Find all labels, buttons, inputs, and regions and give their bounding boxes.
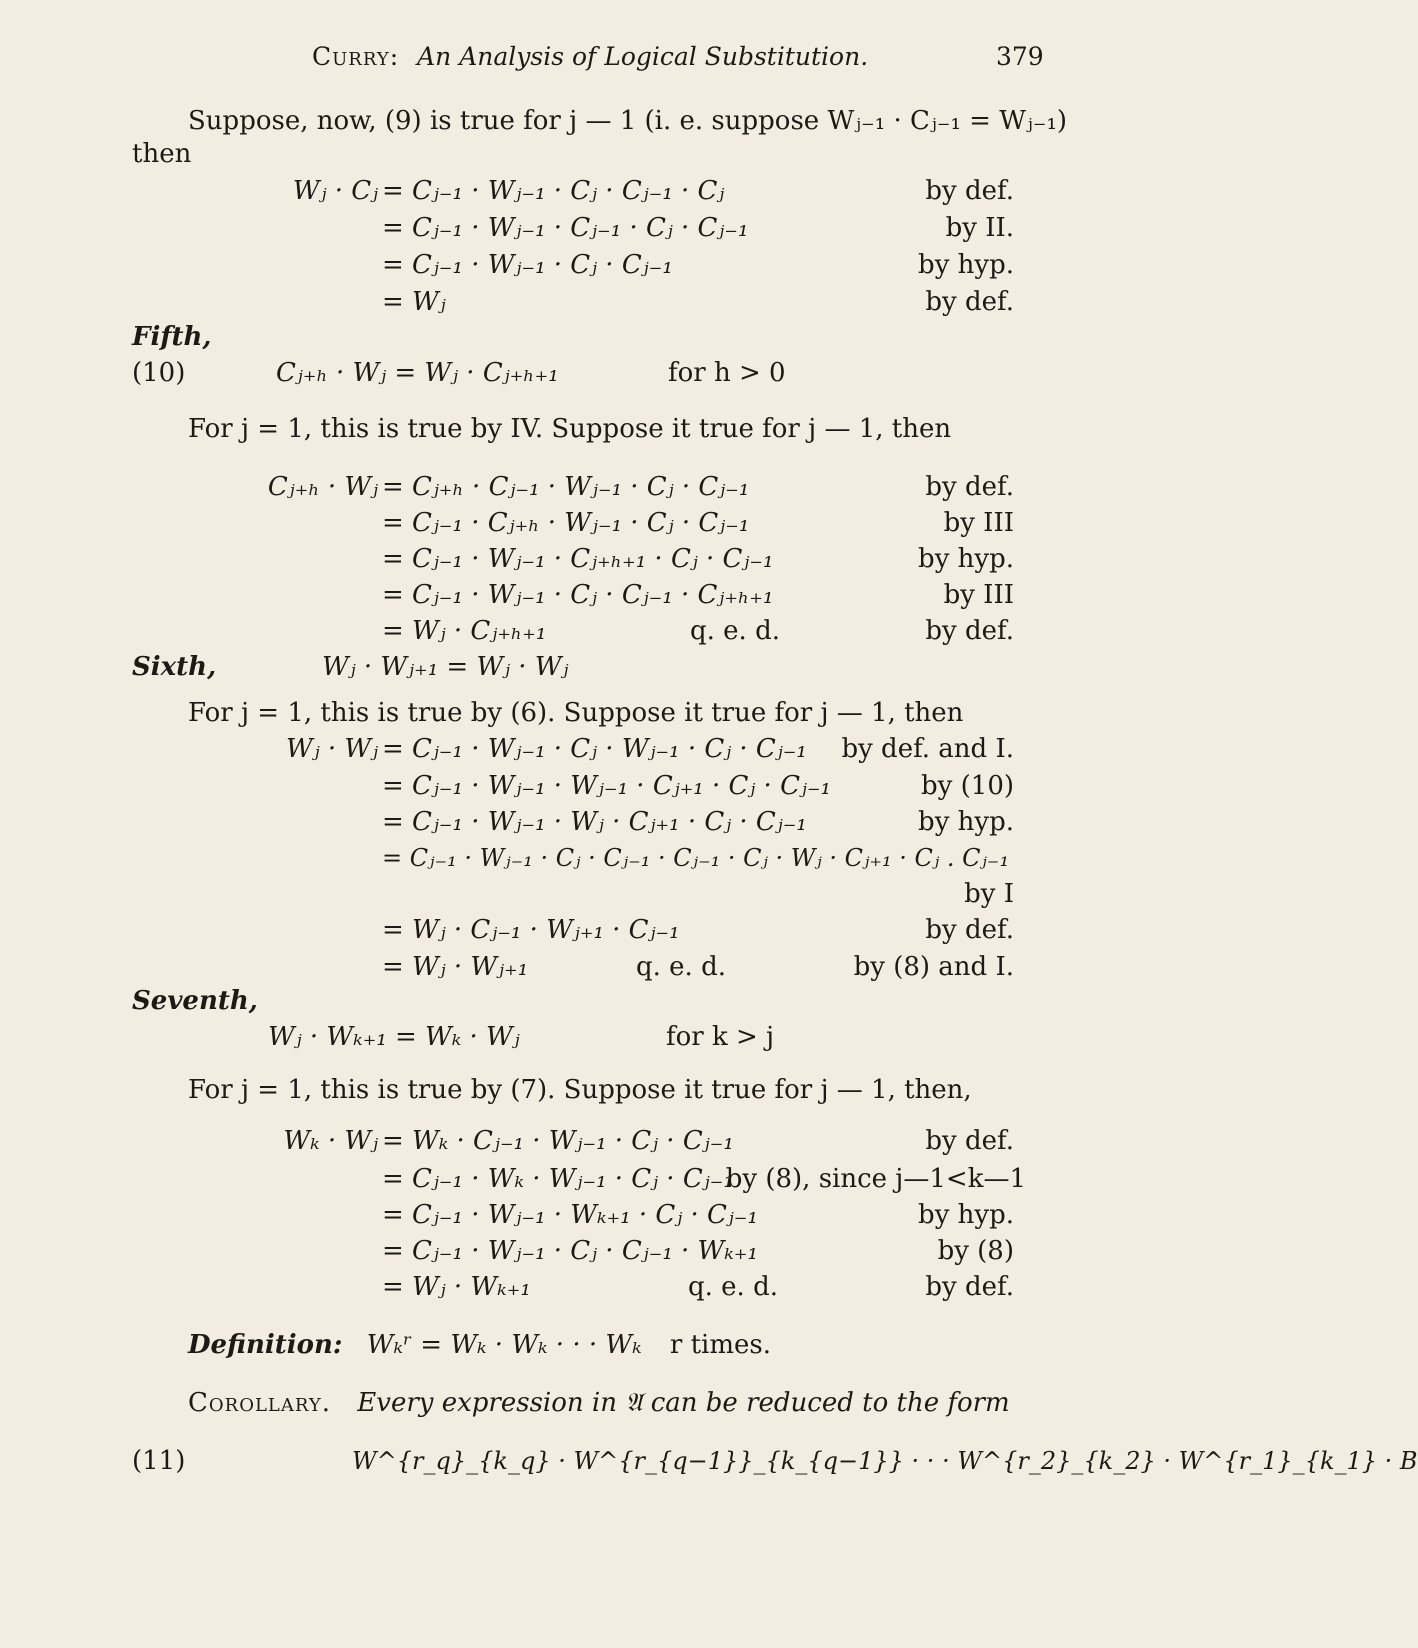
intro-line-2: then bbox=[132, 139, 192, 169]
seventh-condition: for k > j bbox=[666, 1022, 775, 1052]
block2-just-4: by def. bbox=[925, 616, 1014, 646]
block2-rhs-2: = Cⱼ₋₁ · Wⱼ₋₁ · Cⱼ₊ₕ₊₁ · Cⱼ · Cⱼ₋₁ bbox=[382, 544, 774, 574]
block3-just-5: by def. bbox=[925, 915, 1014, 945]
block1-rhs-2: = Cⱼ₋₁ · Wⱼ₋₁ · Cⱼ · Cⱼ₋₁ bbox=[382, 250, 673, 280]
block1-rhs-1: = Cⱼ₋₁ · Wⱼ₋₁ · Cⱼ₋₁ · Cⱼ · Cⱼ₋₁ bbox=[382, 213, 749, 243]
block2-rhs-1: = Cⱼ₋₁ · Cⱼ₊ₕ · Wⱼ₋₁ · Cⱼ · Cⱼ₋₁ bbox=[382, 508, 750, 538]
corollary-line bbox=[188, 1388, 1010, 1418]
block3-rhs-0: = Cⱼ₋₁ · Wⱼ₋₁ · Cⱼ · Wⱼ₋₁ · Cⱼ · Cⱼ₋₁ bbox=[382, 734, 807, 764]
seventh-paragraph: For j = 1, this is true by (7). Suppose it true for j — 1, then, bbox=[188, 1075, 972, 1105]
block2-qed: q. e. d. bbox=[690, 616, 780, 646]
block4-just-3: by (8) bbox=[937, 1236, 1014, 1266]
block3-rhs-5: = Wⱼ · Cⱼ₋₁ · Wⱼ₊₁ · Cⱼ₋₁ bbox=[382, 915, 680, 945]
block2-just-2: by hyp. bbox=[918, 544, 1014, 574]
eq-10-number: (10) bbox=[132, 358, 186, 388]
block2-rhs-0: = Cⱼ₊ₕ · Cⱼ₋₁ · Wⱼ₋₁ · Cⱼ · Cⱼ₋₁ bbox=[382, 472, 750, 502]
block2-just-3: by III bbox=[943, 580, 1014, 610]
block3-qed: q. e. d. bbox=[636, 952, 726, 982]
sixth-heading: Sixth, bbox=[132, 652, 217, 682]
block1-just-2: by hyp. bbox=[918, 250, 1014, 280]
block4-just-2: by hyp. bbox=[918, 1200, 1014, 1230]
block1-lhs: Wⱼ · Cⱼ bbox=[292, 176, 378, 206]
block4-lhs: Wₖ · Wⱼ bbox=[283, 1126, 378, 1156]
corollary-text: Every expression in 𝔄 can be reduced to the form bbox=[357, 1388, 1010, 1418]
block4-just-4: by def. bbox=[925, 1272, 1014, 1302]
page-number: 379 bbox=[996, 42, 1044, 71]
block3-just-1: by (10) bbox=[921, 771, 1014, 801]
block1-rhs-0: = Cⱼ₋₁ · Wⱼ₋₁ · Cⱼ · Cⱼ₋₁ · Cⱼ bbox=[382, 176, 725, 206]
fifth-paragraph: For j = 1, this is true by IV. Suppose it true for j — 1, then bbox=[188, 414, 952, 444]
block4-just-1: by (8), since j—1<k—1 bbox=[725, 1164, 1026, 1194]
block4-rhs-4: = Wⱼ · Wₖ₊₁ bbox=[382, 1272, 531, 1302]
block3-rhs-1: = Cⱼ₋₁ · Wⱼ₋₁ · Wⱼ₋₁ · Cⱼ₊₁ · Cⱼ · Cⱼ₋₁ bbox=[382, 771, 831, 801]
block4-rhs-0: = Wₖ · Cⱼ₋₁ · Wⱼ₋₁ · Cⱼ · Cⱼ₋₁ bbox=[382, 1126, 734, 1156]
block1-just-0: by def. bbox=[925, 176, 1014, 206]
sixth-paragraph: For j = 1, this is true by (6). Suppose it true for j — 1, then bbox=[188, 698, 964, 728]
block4-rhs-2: = Cⱼ₋₁ · Wⱼ₋₁ · Wₖ₊₁ · Cⱼ · Cⱼ₋₁ bbox=[382, 1200, 758, 1230]
definition-formula: Wₖʳ = Wₖ · Wₖ · · · Wₖ bbox=[366, 1330, 642, 1360]
block3-just-0: by def. and I. bbox=[841, 734, 1014, 764]
sixth-formula: Wⱼ · Wⱼ₊₁ = Wⱼ · Wⱼ bbox=[322, 652, 569, 682]
block1-just-1: by II. bbox=[945, 213, 1014, 243]
block3-rhs-3: = Cⱼ₋₁ · Wⱼ₋₁ · Cⱼ · Cⱼ₋₁ · Cⱼ₋₁ · Cⱼ · Wⱼ · Cⱼ₊₁ · Cⱼ . Cⱼ₋₁ bbox=[382, 844, 1010, 872]
block4-rhs-3: = Cⱼ₋₁ · Wⱼ₋₁ · Cⱼ · Cⱼ₋₁ · Wₖ₊₁ bbox=[382, 1236, 758, 1266]
block4-just-0: by def. bbox=[925, 1126, 1014, 1156]
block3-just-6: by (8) and I. bbox=[853, 952, 1014, 982]
running-head bbox=[312, 42, 868, 72]
block4-qed: q. e. d. bbox=[688, 1272, 778, 1302]
block3-lhs: Wⱼ · Wⱼ bbox=[286, 734, 378, 764]
seventh-heading: Seventh, bbox=[132, 986, 258, 1016]
seventh-formula: Wⱼ · Wₖ₊₁ = Wₖ · Wⱼ bbox=[268, 1022, 520, 1052]
block2-rhs-3: = Cⱼ₋₁ · Wⱼ₋₁ · Cⱼ · Cⱼ₋₁ · Cⱼ₊ₕ₊₁ bbox=[382, 580, 774, 610]
eq-11-formula: W^{r_q}_{k_q} · W^{r_{q−1}}_{k_{q−1}} · · · W^{r_2}_{k_2} · W^{r_1}_{k_1} · B bbox=[352, 1447, 1418, 1475]
block3-just-4: by I bbox=[964, 879, 1014, 909]
running-head-author: Curry: bbox=[312, 42, 400, 71]
block3-just-2: by hyp. bbox=[918, 807, 1014, 837]
block2-lhs: Cⱼ₊ₕ · Wⱼ bbox=[267, 472, 378, 502]
definition-tail: r times. bbox=[669, 1330, 771, 1360]
block1-just-3: by def. bbox=[925, 287, 1014, 317]
block2-just-0: by def. bbox=[925, 472, 1014, 502]
block2-rhs-4: = Wⱼ · Cⱼ₊ₕ₊₁ bbox=[382, 616, 547, 646]
running-head-title: An Analysis of Logical Substitution. bbox=[417, 42, 869, 71]
definition-label: Definition: bbox=[188, 1330, 343, 1360]
block4-rhs-1: = Cⱼ₋₁ · Wₖ · Wⱼ₋₁ · Cⱼ · Cⱼ₋₁ bbox=[382, 1164, 734, 1194]
block1-rhs-3: = Wⱼ bbox=[382, 287, 446, 317]
fifth-heading: Fifth, bbox=[132, 322, 212, 352]
definition-line bbox=[188, 1330, 771, 1360]
corollary-label: Corollary. bbox=[188, 1388, 332, 1418]
eq-11-number: (11) bbox=[132, 1446, 186, 1476]
eq-10-formula: Cⱼ₊ₕ · Wⱼ = Wⱼ · Cⱼ₊ₕ₊₁ bbox=[276, 358, 559, 388]
block3-rhs-6: = Wⱼ · Wⱼ₊₁ bbox=[382, 952, 529, 982]
eq-10-condition: for h > 0 bbox=[668, 358, 786, 388]
intro-line-1: Suppose, now, (9) is true for j — 1 (i. e. suppose Wⱼ₋₁ · Cⱼ₋₁ = Wⱼ₋₁) bbox=[188, 106, 1068, 136]
block2-just-1: by III bbox=[943, 508, 1014, 538]
block3-rhs-2: = Cⱼ₋₁ · Wⱼ₋₁ · Wⱼ · Cⱼ₊₁ · Cⱼ · Cⱼ₋₁ bbox=[382, 807, 807, 837]
